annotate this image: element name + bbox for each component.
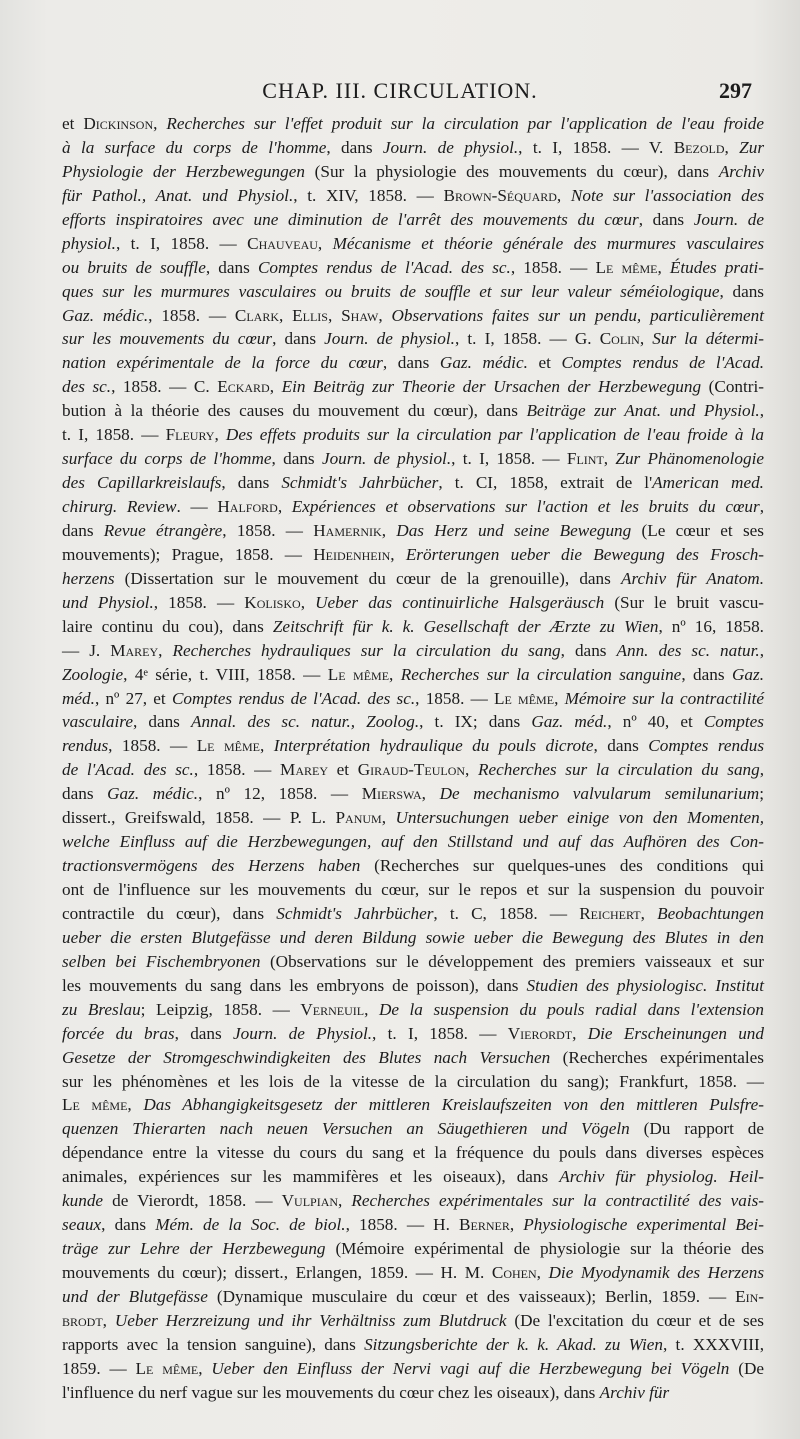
text-run: laire continu du cou), dans bbox=[62, 616, 273, 636]
text-run: , bbox=[640, 903, 658, 923]
work-title: Journ. de physiol. bbox=[321, 449, 452, 469]
text-run: — J. bbox=[62, 640, 111, 660]
text-run: mouvements du cœur); dissert., Erlangen, 1859. — H. M. bbox=[62, 1263, 492, 1282]
text-line bbox=[62, 1189, 764, 1213]
author-name: Marey bbox=[280, 760, 328, 780]
text-run: , 1858. — bbox=[148, 305, 235, 325]
text-run: , bbox=[389, 664, 401, 684]
author-name: Le même bbox=[196, 736, 260, 756]
text-run: , bbox=[317, 233, 333, 253]
text-line bbox=[62, 1117, 764, 1141]
work-title: Archiv für bbox=[599, 1382, 670, 1402]
author-name: Vulpian bbox=[281, 1191, 339, 1211]
author-name: Dickinson bbox=[83, 114, 154, 133]
text-line bbox=[62, 112, 764, 136]
text-run: (Dissertation sur le mouvement du cœur de la grenouille), dans bbox=[114, 568, 621, 588]
text-line bbox=[62, 950, 764, 974]
text-run: , bbox=[759, 401, 764, 421]
author-name: Reichert bbox=[579, 903, 641, 923]
work-title: physiol. bbox=[62, 233, 116, 253]
work-title: De mechanismo valvularum semilunarium bbox=[439, 784, 760, 804]
text-run: , bbox=[277, 497, 292, 516]
text-run: , t. C, 1858. — bbox=[433, 903, 580, 923]
text-line bbox=[62, 615, 764, 639]
work-title: Das Abhangigkeitsgesetz der mittleren Kreislaufszeiten von den mittleren Pulsfre- bbox=[143, 1095, 764, 1115]
author-name: Le même bbox=[595, 257, 658, 277]
text-run: contractile du cœur), dans bbox=[62, 903, 277, 923]
work-title: Recherches hydrauliques sur la circulation du sang bbox=[172, 640, 561, 660]
text-run: , bbox=[390, 544, 406, 564]
work-title: ques sur les murmures vasculaires ou bruits de souffle et sur leur valeur séméiologique bbox=[62, 281, 720, 301]
text-run: (Sur le bruit vascu- bbox=[604, 592, 765, 612]
text-run: (Du rapport de bbox=[629, 1119, 764, 1139]
text-line bbox=[62, 758, 764, 782]
work-title: Archiv für physiolog. Heil- bbox=[559, 1167, 764, 1187]
text-run: , dans bbox=[593, 736, 649, 756]
text-line bbox=[62, 567, 764, 591]
text-run: , 1858. — bbox=[193, 760, 281, 780]
text-run: , nº 40, et bbox=[607, 712, 704, 732]
text-run: ; Leipzig, 1858. — bbox=[140, 999, 301, 1019]
author-name: brodt bbox=[62, 1310, 103, 1330]
text-run: (De bbox=[729, 1358, 764, 1378]
text-run: , bbox=[556, 185, 571, 205]
work-title: Mémoire sur la contractilité bbox=[564, 688, 765, 708]
author-name: Mierswa bbox=[361, 784, 422, 804]
text-line bbox=[62, 1237, 764, 1261]
author-name: Eckard bbox=[217, 377, 270, 397]
work-title: ueber die ersten Blutgefässe und deren Bildung sowie ueber die Bewegung des Blutes in den bbox=[62, 927, 764, 947]
work-title: Comptes rendus de l'Acad. bbox=[561, 353, 764, 373]
text-run: , dans bbox=[638, 209, 694, 229]
text-line bbox=[62, 687, 764, 711]
text-run: , bbox=[759, 760, 765, 780]
author-name: Marey bbox=[110, 640, 159, 660]
work-title: Erörterungen ueber die Bewegung des Frosch- bbox=[405, 544, 765, 564]
text-run: , bbox=[378, 305, 392, 325]
work-title: Comptes rendus de l'Acad. des sc. bbox=[171, 688, 416, 708]
text-run: , dans bbox=[560, 640, 617, 660]
text-line bbox=[62, 1285, 764, 1309]
text-line bbox=[62, 184, 764, 208]
text-run: , bbox=[759, 640, 764, 660]
text-line bbox=[62, 208, 764, 232]
text-line bbox=[62, 998, 764, 1022]
text-run: , dans bbox=[221, 473, 282, 493]
author-name: Ein- bbox=[735, 1286, 764, 1306]
work-title: Physiologische experimental Bei- bbox=[523, 1215, 764, 1235]
bibliography-text bbox=[62, 112, 764, 1405]
author-name: Berner bbox=[459, 1215, 510, 1235]
work-title: Journ. de Physiol. bbox=[233, 1023, 373, 1043]
work-title: quenzen Thierarten nach neuen Versuchen an Säugethieren und Vögeln bbox=[62, 1119, 630, 1139]
text-line bbox=[62, 663, 764, 687]
work-title: Sur la détermi- bbox=[652, 329, 764, 349]
text-run: , bbox=[603, 449, 616, 469]
text-line bbox=[62, 280, 764, 304]
text-run: , 4ᵉ série, t. VIII, 1858. — bbox=[123, 664, 328, 684]
text-line bbox=[62, 447, 764, 471]
text-run: . — bbox=[176, 497, 218, 516]
work-title: Recherches sur la circulation sanguine bbox=[400, 664, 682, 684]
author-name: Colin bbox=[599, 329, 640, 349]
work-title: Ueber den Einfluss der Nervi vagi auf die Herzbewegung bei Vögeln bbox=[211, 1358, 730, 1378]
work-title: herzens bbox=[62, 568, 115, 588]
work-title: Sitzungsberichte der k. k. Akad. zu Wien bbox=[364, 1334, 663, 1354]
author-name: Heidenhein bbox=[313, 544, 391, 564]
text-run: (Sur la physiologie des mouvements du cœur), dans bbox=[304, 161, 719, 181]
work-title: Journ. de bbox=[693, 209, 764, 229]
work-title: De la suspension du pouls radial dans l'extension bbox=[378, 999, 764, 1019]
text-run: , 1858. — C. bbox=[111, 377, 218, 397]
work-title: Mécanisme et théorie générale des murmures vasculaires bbox=[332, 233, 765, 253]
work-title: Schmidt's Jahrbücher bbox=[276, 903, 434, 923]
text-run: , bbox=[300, 592, 316, 612]
text-line bbox=[62, 1333, 764, 1357]
work-title: Ann. des sc. natur. bbox=[616, 640, 760, 660]
work-title: Zeitschrift für k. k. Gesellschaft der Ærzte zu Wien bbox=[272, 616, 659, 636]
author-name: Le même bbox=[62, 1095, 128, 1115]
text-run: , 1858. — bbox=[222, 520, 314, 540]
text-run: bution à la théorie des causes du mouvement du cœur), dans bbox=[62, 401, 527, 421]
text-run: , t. I, 1858. — V. bbox=[518, 137, 674, 157]
work-title: nation expérimentale de la force du cœur bbox=[62, 353, 383, 373]
work-title: Mém. de la Soc. de biol. bbox=[155, 1215, 346, 1235]
text-line bbox=[62, 1046, 764, 1070]
text-run: , t. CI, 1858, extrait de l' bbox=[438, 473, 653, 493]
text-line bbox=[62, 399, 764, 423]
text-run: (Recherches expérimentales bbox=[550, 1047, 764, 1067]
author-name: Vierordt bbox=[507, 1023, 573, 1043]
text-run: , dans bbox=[326, 137, 383, 157]
work-title: träge zur Lehre der Herzbewegung bbox=[62, 1239, 326, 1259]
text-run: , bbox=[198, 1358, 212, 1378]
text-run: dépendance entre la vitesse du cours du sang et la fréquence du pouls dans diverses espèces bbox=[62, 1143, 764, 1163]
text-run: , bbox=[572, 1023, 588, 1043]
text-run: ont de l'influence sur les mouvements du cœur, sur le repos et sur la suspension du pouvoir bbox=[62, 880, 764, 899]
text-run: rapports avec la tension sanguine), dans bbox=[62, 1334, 365, 1354]
work-title: Comptes rendus bbox=[648, 736, 765, 756]
work-title: rendus bbox=[62, 736, 109, 756]
work-title: Archiv für Anatom. bbox=[621, 568, 765, 588]
text-run: , 1858. — bbox=[510, 257, 596, 277]
author-name: Fleury bbox=[165, 425, 215, 445]
text-run: , t. I, 1858. — bbox=[451, 449, 567, 469]
text-line bbox=[62, 1022, 764, 1046]
text-run: dissert., Greifswald, 1858. — P. L. bbox=[62, 808, 336, 828]
text-run: , 1858. — bbox=[108, 736, 197, 756]
text-line bbox=[62, 710, 764, 734]
work-title: Comptes rendus de l'Acad. des sc. bbox=[257, 257, 511, 277]
text-run: , bbox=[381, 808, 396, 828]
text-line bbox=[62, 519, 764, 543]
work-title: Ueber Herzreizung und ihr Verhältniss zum Blutdruck bbox=[114, 1310, 507, 1330]
work-title: à la surface du corps de l'homme bbox=[62, 137, 327, 157]
text-run: , 1858. — bbox=[415, 688, 494, 708]
text-line bbox=[62, 256, 764, 280]
text-run: , bbox=[127, 1095, 144, 1115]
work-title: zu Breslau bbox=[62, 999, 141, 1019]
work-title: Note sur l'association des bbox=[570, 185, 765, 205]
text-run: , bbox=[554, 688, 565, 708]
work-title: Comptes bbox=[703, 712, 764, 732]
text-line bbox=[62, 782, 764, 806]
text-run: (Mémoire expérimental de physiologie sur la théorie des bbox=[325, 1239, 764, 1259]
text-run: (Observations sur le développement des premiers vaisseaux et sur bbox=[260, 951, 764, 971]
text-line bbox=[62, 1381, 764, 1405]
text-run: , dans bbox=[132, 712, 191, 732]
text-run: , bbox=[158, 640, 173, 660]
text-run: , bbox=[421, 784, 440, 804]
work-title: Gaz. méd. bbox=[531, 712, 608, 732]
work-title: welche Einfluss auf die Herzbewegungen, auf den Stillstand und auf das Aufhören des Con- bbox=[62, 832, 764, 852]
work-title: Recherches sur l'effet produit sur la circulation par l'application de l'eau froide bbox=[166, 114, 765, 133]
text-run: , bbox=[214, 425, 226, 445]
work-title: und Physiol. bbox=[62, 592, 154, 612]
work-title: Recherches sur la circulation du sang bbox=[478, 760, 760, 780]
page-header bbox=[40, 72, 760, 108]
work-title: chirurg. Review bbox=[62, 497, 177, 516]
text-run: (Recherches sur quelques-unes des conditions qui bbox=[360, 856, 764, 876]
text-run: , bbox=[259, 736, 274, 756]
work-title: Gesetze der Stromgeschwindigkeiten des Blutes nach Versuchen bbox=[62, 1047, 551, 1067]
work-title: für Pathol., Anat. und Physiol. bbox=[62, 185, 294, 205]
text-run: , bbox=[269, 377, 282, 397]
text-run: , nº 16, 1858. bbox=[658, 616, 764, 636]
work-title: sur les mouvements du cœur bbox=[62, 329, 273, 349]
text-run: mouvements); Prague, 1858. — bbox=[62, 544, 314, 564]
work-title: und der Blutgefässe bbox=[62, 1286, 208, 1306]
work-title: Ein Beiträg zur Theorie der Ursachen der Herzbewegung bbox=[281, 377, 702, 397]
author-name: Cohen bbox=[491, 1263, 537, 1282]
text-line bbox=[62, 471, 764, 495]
text-run: , t. XIV, 1858. — bbox=[293, 185, 444, 205]
text-run: , dans bbox=[272, 329, 325, 349]
work-title: Expériences et observations sur l'action et les bruits du cœur bbox=[291, 497, 760, 516]
author-name: Bezold bbox=[673, 137, 725, 157]
author-name: Hamernik bbox=[313, 520, 382, 540]
text-line bbox=[62, 974, 764, 998]
work-title: Beiträge zur Anat. und Physiol. bbox=[526, 401, 760, 421]
work-title: Revue étrangère bbox=[103, 520, 223, 540]
work-title: surface du corps de l'homme bbox=[62, 449, 272, 469]
text-run: , dans bbox=[205, 257, 258, 277]
author-name: Chauveau bbox=[247, 233, 318, 253]
text-line bbox=[62, 1070, 764, 1094]
work-title: Gaz. médic. bbox=[107, 784, 199, 804]
work-title: des sc. bbox=[62, 377, 112, 397]
text-run: , dans bbox=[174, 1023, 233, 1043]
text-line bbox=[62, 1165, 764, 1189]
text-run: , bbox=[338, 1191, 352, 1211]
work-title: Interprétation hydraulique du pouls dicrote bbox=[273, 736, 594, 756]
text-run: , bbox=[509, 1215, 524, 1235]
work-title: Die Erscheinungen und bbox=[587, 1023, 764, 1043]
text-run: , dans bbox=[101, 1215, 156, 1235]
text-line bbox=[62, 1357, 764, 1381]
text-run: , t. XXXVIII, bbox=[662, 1334, 764, 1354]
work-title: Des effets produits sur la circulation par l'application de l'eau froide à la bbox=[225, 425, 765, 445]
text-line bbox=[62, 160, 764, 184]
work-title: Journ. de physiol. bbox=[324, 329, 455, 349]
work-title: selben bei Fischembryonen bbox=[62, 951, 261, 971]
text-line bbox=[62, 806, 764, 830]
work-title: Gaz. médic. bbox=[62, 305, 149, 325]
text-line bbox=[62, 734, 764, 758]
text-line bbox=[62, 327, 764, 351]
work-title: Beobachtungen bbox=[657, 903, 764, 923]
work-title: Journ. de physiol. bbox=[382, 137, 519, 157]
text-line bbox=[62, 1093, 764, 1117]
text-run: l'influence du nerf vague sur les mouvements du cœur chez les oiseaux), dans bbox=[62, 1382, 600, 1402]
work-title: Zur bbox=[739, 137, 765, 157]
author-name: Halford bbox=[217, 497, 278, 516]
text-line bbox=[62, 878, 764, 902]
text-line bbox=[62, 1309, 764, 1333]
text-line bbox=[62, 1213, 764, 1237]
text-line bbox=[62, 351, 764, 375]
work-title: ou bruits de souffle bbox=[62, 257, 206, 277]
text-run: , dans bbox=[382, 353, 440, 373]
text-run: , t. I, 1858. — bbox=[372, 1023, 508, 1043]
text-line bbox=[62, 902, 764, 926]
work-title: American med. bbox=[652, 473, 764, 493]
text-run: sur les phénomènes et les lois de la vitesse de la circulation du sang); Frankfurt, 1858. — bbox=[62, 1071, 764, 1091]
text-line bbox=[62, 495, 764, 519]
text-line bbox=[62, 639, 764, 663]
work-title: méd. bbox=[62, 688, 95, 708]
text-line bbox=[62, 854, 764, 878]
text-run: 1859. — bbox=[62, 1358, 136, 1378]
text-run: , bbox=[465, 760, 479, 780]
text-line bbox=[62, 591, 764, 615]
author-name: Le même bbox=[327, 664, 390, 684]
text-run: et bbox=[527, 353, 562, 373]
text-run: t. I, 1858. — bbox=[62, 425, 166, 445]
text-run: (De l'excitation du cœur et de ses bbox=[506, 1310, 764, 1330]
text-line bbox=[62, 232, 764, 256]
work-title: Observations faites sur un pendu, particulièrement bbox=[391, 305, 764, 325]
work-title: Études prati- bbox=[669, 257, 764, 277]
text-run: , 1858. — H. bbox=[345, 1215, 460, 1235]
work-title: Studien des physiologisc. Institut bbox=[526, 975, 764, 995]
work-title: Archiv bbox=[718, 161, 764, 181]
work-title: Gaz. médic. bbox=[439, 353, 528, 373]
text-run: de Vierordt, 1858. — bbox=[103, 1191, 282, 1211]
work-title: de l'Acad. des sc. bbox=[62, 760, 194, 780]
author-name: Kolisko bbox=[244, 592, 301, 612]
running-title: CHAP. III. CIRCULATION. bbox=[262, 78, 538, 103]
text-run: , bbox=[724, 137, 740, 157]
work-title: Schmidt's Jahrbücher bbox=[281, 473, 439, 493]
text-line bbox=[62, 1261, 764, 1285]
work-title: tractionsvermögens des Herzens haben bbox=[62, 856, 361, 876]
work-title: Physiologie der Herzbewegungen bbox=[62, 161, 305, 181]
work-title: des Capillarkreislaufs bbox=[62, 473, 222, 493]
text-run: , bbox=[381, 520, 397, 540]
work-title: Zur Phänomenologie bbox=[615, 449, 765, 469]
work-title: Gaz. bbox=[732, 664, 764, 684]
text-run: , bbox=[759, 497, 765, 516]
text-run: (Le cœur et ses bbox=[631, 520, 764, 540]
text-run: , 1858. — bbox=[153, 592, 245, 612]
text-run: , bbox=[639, 329, 653, 349]
work-title: Recherches expérimentales sur la contractilité des vais- bbox=[351, 1191, 765, 1211]
text-run: , dans bbox=[271, 449, 322, 469]
author-name: Brown-Séquard bbox=[443, 185, 557, 205]
text-line bbox=[62, 375, 764, 399]
author-name: Panum bbox=[335, 808, 382, 828]
author-name: Le même bbox=[494, 688, 555, 708]
work-title: Annal. des sc. natur., Zoolog. bbox=[190, 712, 420, 732]
text-run: , bbox=[102, 1310, 115, 1330]
text-line bbox=[62, 543, 764, 567]
work-title: Das Herz und seine Bewegung bbox=[396, 520, 632, 540]
work-title: Zoologie bbox=[62, 664, 124, 684]
text-run: , nº 12, 1858. — bbox=[198, 784, 362, 804]
work-title: Untersuchungen ueber einige von den Momenten, bbox=[395, 808, 765, 828]
author-name: Le même bbox=[135, 1358, 199, 1378]
text-run: , dans bbox=[681, 664, 732, 684]
text-run: et bbox=[62, 114, 84, 133]
text-run: ; bbox=[759, 784, 764, 804]
text-run: , bbox=[657, 257, 670, 277]
text-line bbox=[62, 304, 764, 328]
text-run: animales, expériences sur les mammifères et les oiseaux), dans bbox=[62, 1167, 560, 1187]
work-title: vasculaire bbox=[62, 712, 133, 732]
text-run: les mouvements du sang dans les embryons de poisson), dans bbox=[62, 975, 527, 995]
text-line bbox=[62, 423, 764, 447]
text-line bbox=[62, 830, 764, 854]
text-line bbox=[62, 926, 764, 950]
work-title: seaux bbox=[62, 1215, 102, 1235]
work-title: efforts inspiratoires avec une diminution de l'arrêt des mouvements du cœur bbox=[62, 209, 639, 229]
text-run: , t. IX; dans bbox=[419, 712, 532, 732]
work-title: Die Myodynamik des Herzens bbox=[548, 1263, 765, 1282]
author-name: Verneuil bbox=[300, 999, 365, 1019]
text-run: , t. I, 1858. — G. bbox=[454, 329, 600, 349]
text-run: dans bbox=[62, 520, 104, 540]
text-run: , bbox=[536, 1263, 549, 1282]
text-run: (Dynamique musculaire du cœur et des vaisseaux); Berlin, 1859. — bbox=[207, 1286, 736, 1306]
text-run: , bbox=[364, 999, 379, 1019]
work-title: Ueber das continuirliche Halsgeräusch bbox=[315, 592, 605, 612]
text-run: , nº 27, et bbox=[94, 688, 172, 708]
text-run: , dans bbox=[719, 281, 764, 301]
work-title: forcée du bras bbox=[62, 1023, 175, 1043]
author-name: Giraud-Teulon bbox=[357, 760, 466, 780]
author-name: Flint bbox=[566, 449, 604, 469]
text-run: , t. I, 1858. — bbox=[115, 233, 248, 253]
work-title: kunde bbox=[62, 1191, 104, 1211]
text-run: dans bbox=[62, 784, 108, 804]
text-run: (Contri- bbox=[701, 377, 765, 397]
text-run: et bbox=[327, 760, 358, 780]
text-line bbox=[62, 1141, 764, 1165]
text-line bbox=[62, 136, 764, 160]
page-number: 297 bbox=[719, 78, 752, 103]
text-run: , bbox=[153, 114, 167, 133]
author-name: Clark, Ellis, Shaw bbox=[234, 305, 379, 325]
